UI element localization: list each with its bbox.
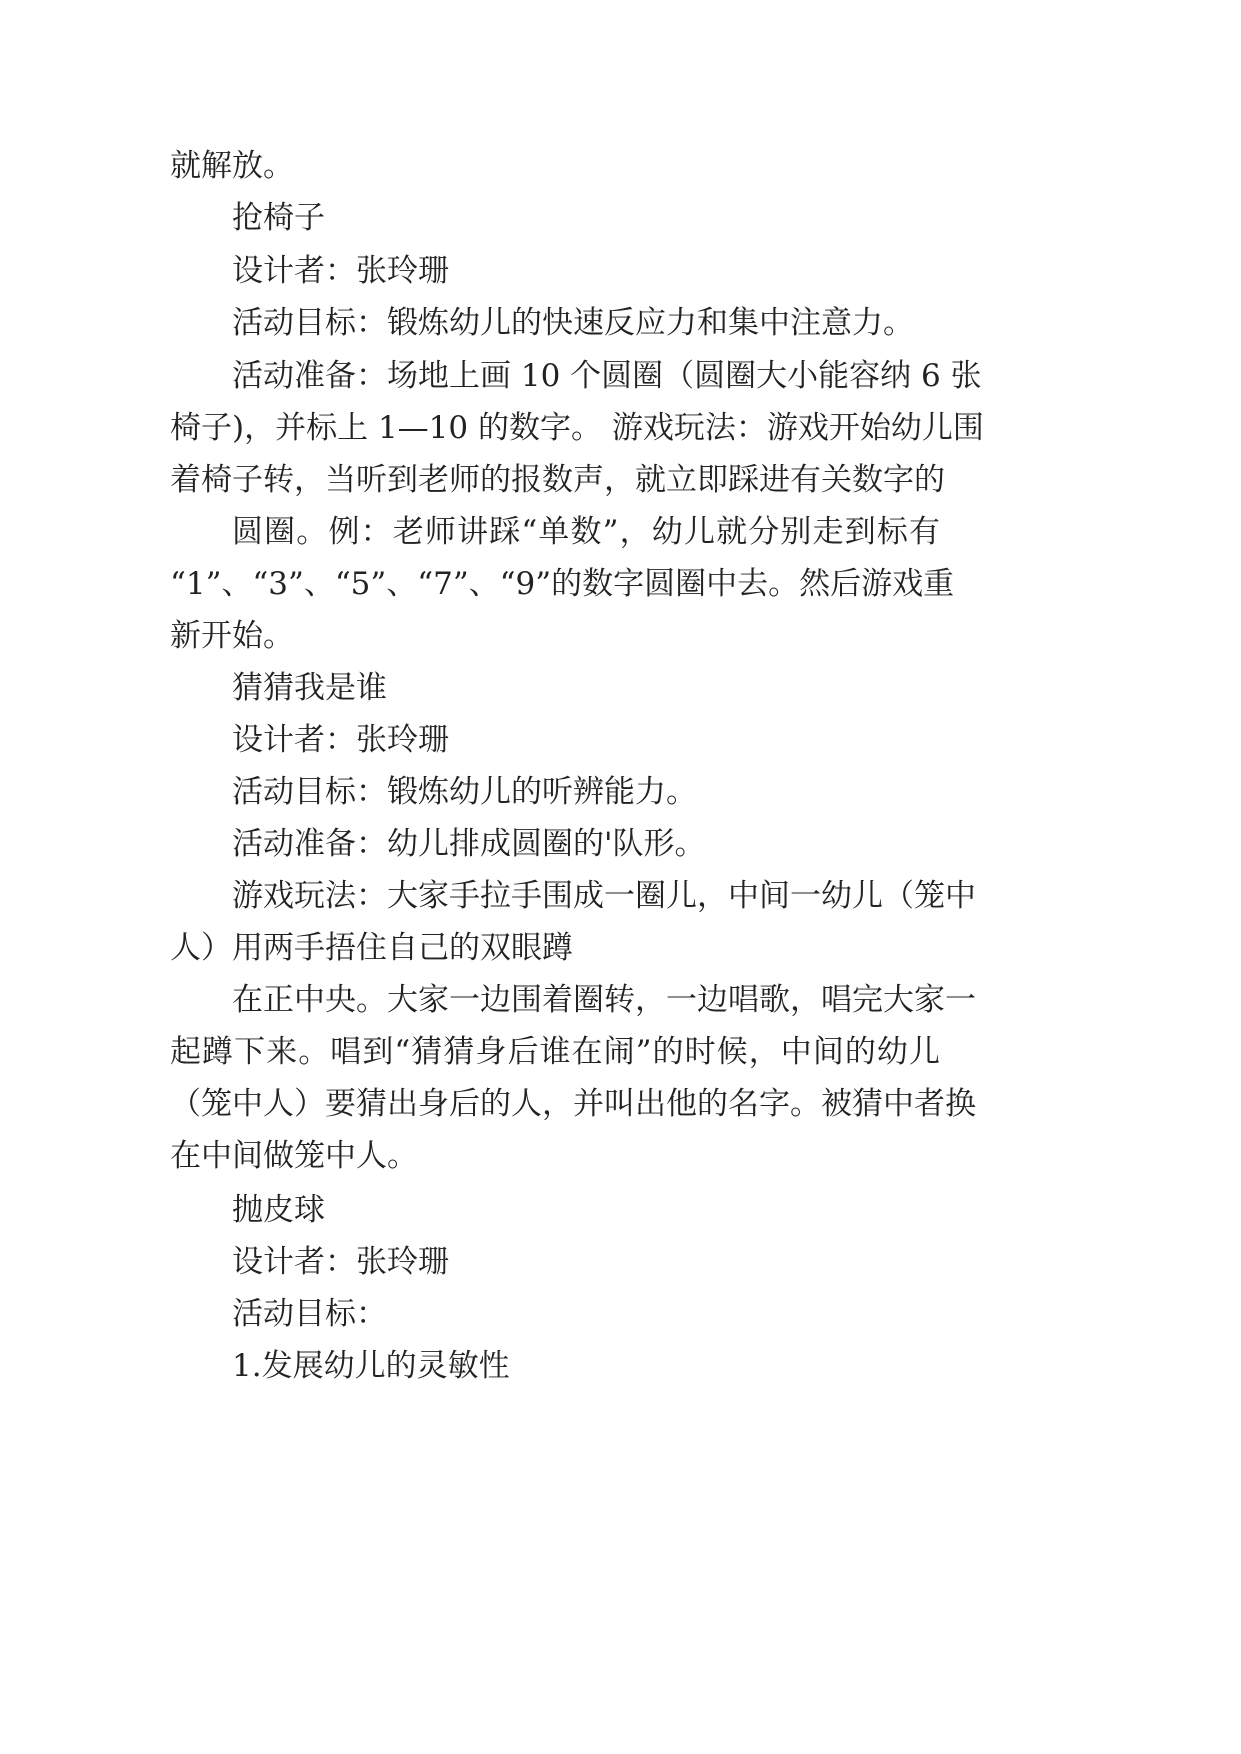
paragraph-line: 椅子)，并标上 1—10 的数字。 游戏玩法：游戏开始幼儿围: [170, 410, 984, 446]
designer-line: 设计者：张玲珊: [232, 253, 449, 289]
paragraph-line: 新开始。: [170, 618, 294, 654]
designer-line: 设计者：张玲珊: [232, 1244, 449, 1280]
paragraph-line: （笼中人）要猜出身后的人，并叫出他的名字。被猜中者换: [170, 1086, 976, 1122]
paragraph-line: 在中间做笼中人。: [170, 1138, 418, 1174]
paragraph-line: 着椅子转，当听到老师的报数声，就立即踩进有关数字的: [170, 462, 945, 498]
paragraph-line: 活动目标：: [232, 1296, 387, 1332]
paragraph-line: 起蹲下来。唱到“猜猜身后谁在闹”的时候，中间的幼儿: [170, 1034, 940, 1070]
section-heading: 抛皮球: [232, 1192, 325, 1228]
paragraph-line: 活动准备：幼儿排成圆圈的'队形。: [232, 826, 706, 862]
paragraph-line: 活动目标：锻炼幼儿的快速反应力和集中注意力。: [232, 305, 914, 341]
paragraph-line: 圆圈。例：老师讲踩“单数”，幼儿就分别走到标有: [232, 514, 940, 550]
paragraph-line: 游戏玩法：大家手拉手围成一圈儿，中间一幼儿（笼中: [232, 878, 976, 914]
paragraph-line: 活动目标：锻炼幼儿的听辨能力。: [232, 774, 697, 810]
designer-line: 设计者：张玲珊: [232, 722, 449, 758]
paragraph-line: 就解放。: [170, 148, 294, 184]
list-item: 1.发展幼儿的灵敏性: [232, 1348, 510, 1384]
section-heading: 抢椅子: [232, 200, 325, 236]
paragraph-line: “1”、“3”、“5”、“7”、“9”的数字圆圈中去。然后游戏重: [170, 566, 955, 602]
paragraph-line: 人）用两手捂住自己的双眼蹲: [170, 930, 573, 966]
section-heading: 猜猜我是谁: [232, 670, 387, 706]
paragraph-line: 在正中央。大家一边围着圈转，一边唱歌，唱完大家一: [232, 982, 976, 1018]
paragraph-line: 活动准备：场地上画 10 个圆圈（圆圈大小能容纳 6 张: [232, 358, 982, 394]
